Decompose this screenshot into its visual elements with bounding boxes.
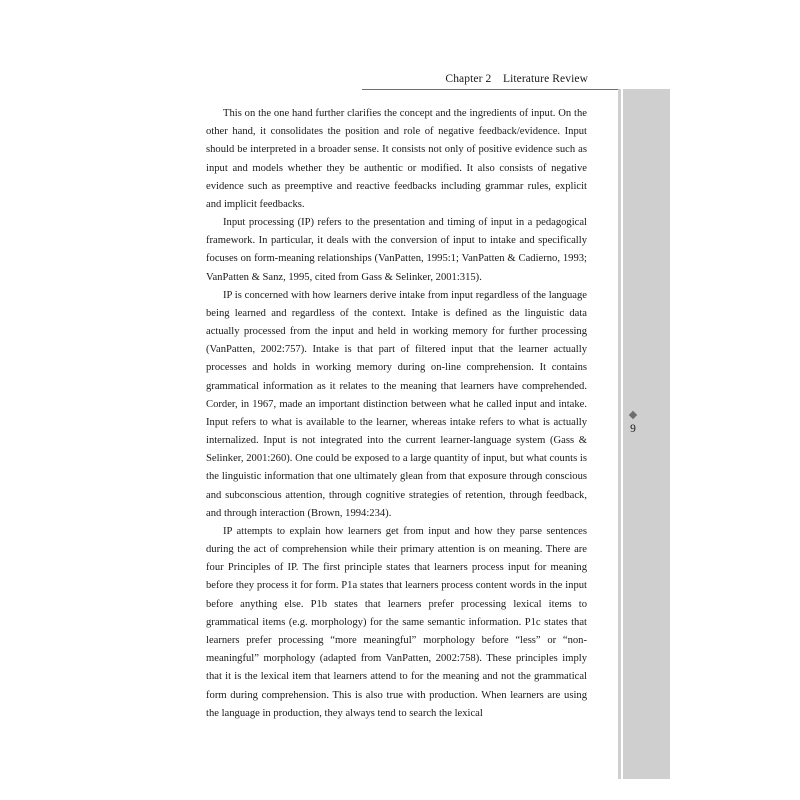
- running-header: Chapter 2 Literature Review: [445, 73, 588, 85]
- paragraph-2: Input processing (IP) refers to the presentation and timing of input in a pedagogical framework. In particular, it deals with the conversion of input to intake and specifically focuses on form-meaning relationships (VanPatten, 1995:1; VanPatten & Cadierno, 1993; VanPatten & Sanz, 1995, cited from Gass & Selinker, 2001:315).: [206, 217, 587, 283]
- page-number: 9: [630, 423, 636, 435]
- side-margin-line: [621, 89, 623, 779]
- paragraph-4: IP attempts to explain how learners get from input and how they parse sentences during the act of comprehension while their primary attention is on meaning. There are four Principles of IP. The first principle states that learners process input for meaning before they process it for form. P1a states that learners process content words in the input before anything else. P1b states that learners prefer processing lexical items to grammatical items (e.g. morphology) for the same semantic information. P1c states that learners prefer processing “more meaningful” morphology before “less” or “non-meaningful” morphology (adapted from VanPatten, 2002:758). These principles imply that it is the lexical item that learners attend to for the meaning and not the grammatical form during comprehension. This is also true with production. When learners are using the language in production, they always tend to search the lexical: [206, 525, 587, 719]
- paragraph-3: IP is concerned with how learners derive intake from input regardless of the language being learned and regardless of the context. Intake is defined as the linguistic data actually processed from the input and held in working memory for further processing (VanPatten, 2002:757). Intake is that part of filtered input that the learner actually processes and holds in working memory during on-line comprehension. It contains grammatical information as it relates to the meaning that learners have comprehended. Corder, in 1967, made an important distinction between what he called input and intake. Input refers to what is available to the learner, whereas intake refers to what is actually internalized. Input is not integrated into the current learner-language system (Gass & Selinker, 2001:260). One could be exposed to a large quantity of input, but what counts is the linguistic information that one ultimately glean from that exposure through conscious and subconscious attention, through cognitive strategies of retention, through feedback, and through interaction (Brown, 1994:234).: [206, 289, 587, 519]
- paragraph-1: This on the one hand further clarifies the concept and the ingredients of input. On the other hand, it consolidates the position and role of negative feedback/evidence. Input should be interpreted in a broader sense. It consists not only of positive evidence such as input and models whether they be authentic or modified. It also consists of negative evidence such as preemptive and reactive feedbacks including grammar rules, explicit and implicit feedbacks.: [206, 108, 587, 210]
- body-text: [206, 105, 587, 723]
